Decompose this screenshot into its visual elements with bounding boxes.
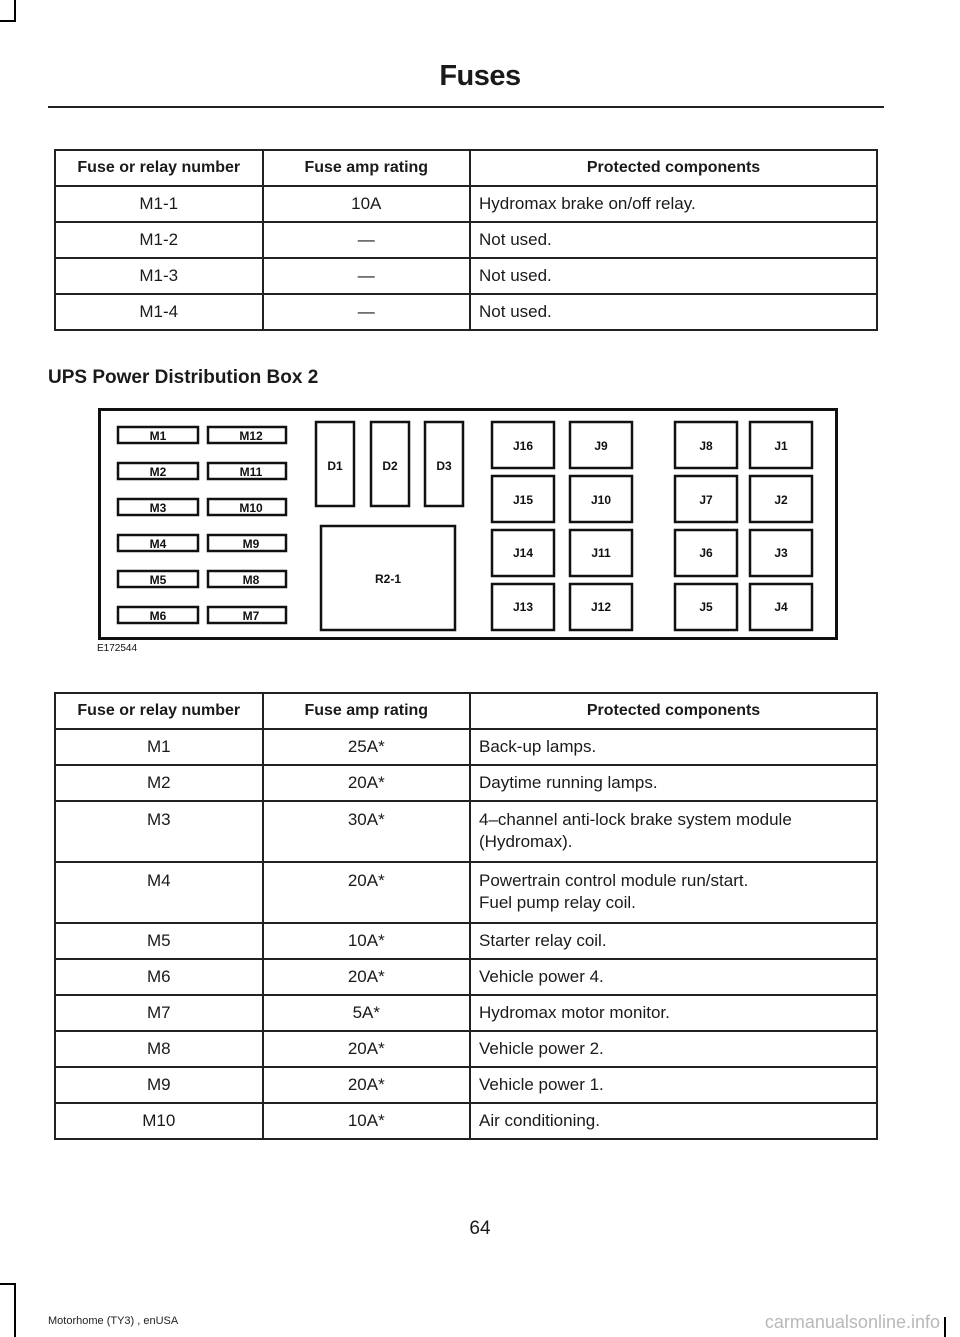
protected-component-cell: Not used. [470,258,877,294]
jcase-fuse-label: J4 [774,600,788,614]
protected-component-cell [470,862,877,923]
table-row [55,862,877,923]
jcase-fuse-label: J14 [512,546,534,560]
fuse-number-cell: M6 [55,959,263,995]
protected-component-cell: Hydromax motor monitor. [470,995,877,1031]
table-row [55,258,877,294]
fuse-label: M4 [149,537,167,551]
amp-rating-cell: 20A* [263,1067,470,1103]
jcase-fuse-label: J7 [699,493,713,507]
amp-rating-cell: 10A* [263,1103,470,1139]
amp-rating-cell: 20A* [263,765,470,801]
protected-component-cell: Starter relay coil. [470,923,877,959]
protected-component-cell: Not used. [470,222,877,258]
fuse-number-cell: M10 [55,1103,263,1139]
fuse-label: M11 [239,465,263,479]
fuse-number-cell: M1-2 [55,222,263,258]
protected-component-cell: Vehicle power 1. [470,1067,877,1103]
fuse-number-cell: M3 [55,801,263,862]
jcase-fuse-label: J10 [590,493,612,507]
diode-label: D1 [327,459,343,473]
table-row [55,923,877,959]
title-divider [48,106,884,108]
fuse-label: M8 [242,573,260,587]
jcase-fuse-label: J16 [512,439,534,453]
fuse-number-cell: M5 [55,923,263,959]
amp-rating-cell: 5A* [263,995,470,1031]
column-header-amp-rating: Fuse amp rating [263,150,470,186]
table-row [55,1031,877,1067]
fuse-number-cell: M8 [55,1031,263,1067]
diode-label: D3 [436,459,452,473]
jcase-fuse-label: J11 [591,546,611,560]
column-header-fuse-number: Fuse or relay number [55,693,263,729]
amp-rating-cell: — [263,222,470,258]
document-footer: Motorhome (TY3) , enUSA [48,1315,179,1327]
fuse-label: M7 [242,609,260,623]
table-row [55,765,877,801]
fuse-label: M3 [149,501,167,515]
jcase-fuse-label: J9 [594,439,608,453]
amp-rating-cell: 20A* [263,959,470,995]
jcase-fuse-label: J13 [512,600,534,614]
table-row [55,801,877,862]
table-row [55,729,877,765]
figure-code: E172544 [97,643,138,654]
fuse-number-cell: M1-3 [55,258,263,294]
fuse-number-cell: M2 [55,765,263,801]
fuse-number-cell: M1-4 [55,294,263,330]
jcase-fuse-label: J2 [774,493,788,507]
power-distribution-box-diagram [98,408,838,640]
table-header-row [55,150,877,186]
protected-component-cell: Vehicle power 2. [470,1031,877,1067]
protected-component-cell: Not used. [470,294,877,330]
column-header-protected-components: Protected components [470,150,877,186]
table-row [55,995,877,1031]
component-line: Powertrain control module run/start. [479,871,749,890]
crop-mark [14,0,16,20]
amp-rating-cell: 20A* [263,1031,470,1067]
jcase-fuse-label: J12 [590,600,612,614]
table-row [55,1067,877,1103]
column-header-amp-rating: Fuse amp rating [263,693,470,729]
table-header-row [55,693,877,729]
jcase-fuse-label: J1 [774,439,788,453]
crop-mark [0,20,16,22]
jcase-fuse-label: J6 [699,546,713,560]
component-line: Fuel pump relay coil. [479,893,636,912]
amp-rating-cell: 30A* [263,801,470,862]
fuse-table-m1 [54,149,878,331]
table-row [55,294,877,330]
fuse-label: M1 [149,429,167,443]
protected-component-cell: Daytime running lamps. [470,765,877,801]
table-row [55,1103,877,1139]
fuse-label: M9 [242,537,260,551]
jcase-fuse-label: J8 [699,439,713,453]
fuse-number-cell: M1 [55,729,263,765]
component-line: (Hydromax). [479,832,573,851]
fuse-table-m [54,692,878,1140]
amp-rating-cell: 20A* [263,862,470,923]
amp-rating-cell: 10A* [263,923,470,959]
column-header-protected-components: Protected components [470,693,877,729]
protected-component-cell [470,801,877,862]
fuse-label: M2 [149,465,167,479]
fuse-number-cell: M4 [55,862,263,923]
fuse-label: M6 [149,609,167,623]
protected-component-cell: Back-up lamps. [470,729,877,765]
jcase-fuse-label: J3 [774,546,788,560]
fuse-number-cell: M9 [55,1067,263,1103]
fuse-number-cell: M1-1 [55,186,263,222]
amp-rating-cell: 25A* [263,729,470,765]
relay-label: R2-1 [374,572,402,586]
jcase-fuse-label: J5 [699,600,713,614]
fuse-number-cell: M7 [55,995,263,1031]
crop-mark [14,1283,16,1337]
page-title: Fuses [439,60,521,92]
column-header-fuse-number: Fuse or relay number [55,150,263,186]
protected-component-cell: Air conditioning. [470,1103,877,1139]
fuse-label: M10 [239,501,263,515]
amp-rating-cell: — [263,294,470,330]
fuse-label: M5 [149,573,167,587]
crop-mark [0,1283,16,1285]
section-heading: UPS Power Distribution Box 2 [48,367,319,388]
component-line: 4–channel anti-lock brake system module [479,810,792,829]
table-row [55,222,877,258]
fuse-label: M12 [239,429,263,443]
table-row [55,959,877,995]
page-number: 64 [469,1218,491,1239]
diode-label: D2 [382,459,398,473]
amp-rating-cell: 10A [263,186,470,222]
table-row [55,186,877,222]
crop-mark [944,1317,946,1337]
amp-rating-cell: — [263,258,470,294]
jcase-fuse-label: J15 [512,493,534,507]
protected-component-cell: Vehicle power 4. [470,959,877,995]
protected-component-cell: Hydromax brake on/off relay. [470,186,877,222]
watermark: carmanualsonline.info [764,1312,940,1332]
